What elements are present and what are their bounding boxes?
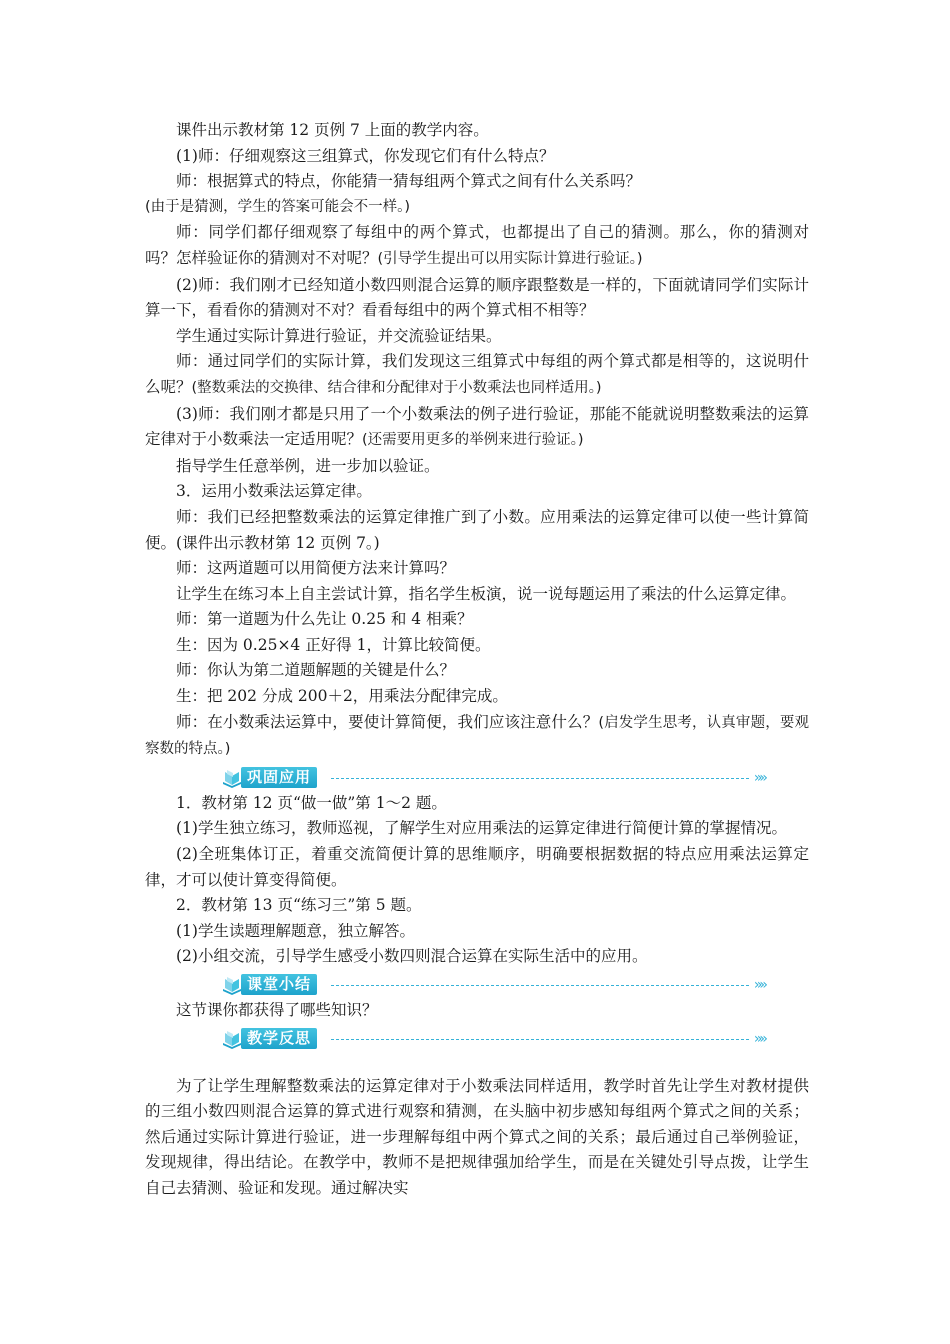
note: (由于是猜测，学生的答案可能会不一样。) bbox=[145, 198, 411, 215]
section-title: 课堂小结 bbox=[241, 974, 317, 995]
paragraph: 师：这两道题可以用简便方法来计算吗？ bbox=[176, 559, 456, 578]
book-icon bbox=[221, 975, 243, 995]
paragraph: 指导学生任意举例，进一步加以验证。 bbox=[176, 456, 440, 475]
double-chevron-right-icon: »» bbox=[753, 769, 765, 786]
paragraph: (2)全班集体订正，着重交流简便计算的思维顺序，明确要根据数据的特点应用乘法运算定律，才可以使计算变得简便。 bbox=[145, 845, 809, 889]
paragraph: (1)师：仔细观察这三组算式，你发现它们有什么特点？ bbox=[176, 146, 555, 165]
spacer bbox=[145, 1052, 809, 1074]
paragraph: (2)小组交流，引导学生感受小数四则混合运算在实际生活中的应用。 bbox=[176, 947, 648, 966]
double-chevron-right-icon: »» bbox=[753, 1030, 765, 1047]
paragraph: 这节课你都获得了哪些知识？ bbox=[176, 1001, 378, 1019]
note: (还需要用更多的举例来进行验证。) bbox=[362, 432, 584, 449]
paragraph: 生：把 202 分成 200＋2，用乘法分配律完成。 bbox=[176, 687, 508, 706]
double-chevron-right-icon: »» bbox=[753, 977, 765, 993]
paragraph: 师：第一道题为什么先让 0.25 和 4 相乘？ bbox=[176, 610, 473, 629]
paragraph: 师：你认为第二道题解题的关键是什么？ bbox=[176, 661, 456, 680]
paragraph: 师：同学们都仔细观察了每组中的两个算式，也都提出了自己的猜测。那么，你的猜测对吗？怎样验证你的猜测对不对呢？(引导学生提出可以用实际计算进行验证。) bbox=[145, 223, 809, 267]
paragraph: 让学生在练习本上自主尝试计算，指名学生板演，说一说每题运用了乘法的什么运算定律。 bbox=[176, 584, 797, 603]
book-icon bbox=[221, 1029, 243, 1049]
dashed-divider bbox=[331, 1039, 749, 1040]
paragraph: 3．运用小数乘法运算定律。 bbox=[176, 482, 372, 501]
note: (引导学生提出可以用实际计算进行验证。) bbox=[377, 250, 643, 267]
paragraph: 为了让学生理解整数乘法的运算定律对于小数乘法同样适用，教学时首先让学生对教材提供的三组小数四则混合运算的算式进行观察和猜测，在头脑中初步感知每组两个算式之间的关系；然后通过实际计算进行验证，进一步理解每组中两个算式之间的关系；最后通过自己举例验证，发现规律，得出结论。在教学中，教师不是把规律强加给学生，而是在关键处引导点拨，让学生自己去猜测、验证和发现。通过解决实 bbox=[145, 1076, 809, 1197]
paragraph: (1)学生读题理解题意，独立解答。 bbox=[176, 921, 415, 940]
paragraph: 师：根据算式的特点，你能猜一猜每组两个算式之间有什么关系吗？ bbox=[176, 172, 642, 191]
paragraph: (1)学生独立练习，教师巡视，了解学生对应用乘法的运算定律进行简便计算的掌握情况。 bbox=[176, 819, 787, 838]
paragraph: 课件出示教材第 12 页例 7 上面的教学内容。 bbox=[176, 121, 489, 139]
paragraph: (2)师：我们刚才已经知道小数四则混合运算的顺序跟整数是一样的，下面就请同学们实际计算一下，看看你的猜测对不对？看看每组中的两个算式相不相等？ bbox=[145, 275, 809, 320]
dashed-divider bbox=[331, 778, 749, 779]
lesson-page bbox=[145, 118, 809, 1202]
book-icon bbox=[221, 768, 243, 788]
section-title: 巩固应用 bbox=[241, 767, 317, 788]
note: (整数乘法的交换律、结合律和分配律对于小数乘法也同样适用。) bbox=[191, 379, 602, 396]
paragraph: 生：因为 0.25×4 正好得 1，计算比较简便。 bbox=[176, 635, 491, 654]
paragraph: 学生通过实际计算进行验证，并交流验证结果。 bbox=[176, 326, 502, 345]
paragraph: 师：在小数乘法运算中，要使计算简便，我们应该注意什么？(启发学生思考，认真审题，要观察数的特点。) bbox=[145, 712, 809, 758]
paragraph: 2．教材第 13 页“练习三”第 5 题。 bbox=[176, 896, 422, 915]
paragraph: 师：通过同学们的实际计算，我们发现这三组算式中每组的两个算式都是相等的，这说明什么呢？(整数乘法的交换律、结合律和分配律对于小数乘法也同样适用。) bbox=[145, 352, 809, 396]
section-title: 教学反思 bbox=[241, 1028, 317, 1049]
note: (启发学生思考，认真审题，要观察数的特点。) bbox=[145, 714, 809, 758]
paragraph: 1．教材第 12 页“做一做”第 1～2 题。 bbox=[176, 793, 447, 812]
paragraph: (3)师：我们刚才都是只用了一个小数乘法的例子进行验证，那能不能就说明整数乘法的运算定律对于小数乘法一定适用呢？(还需要用更多的举例来进行验证。) bbox=[145, 404, 809, 449]
dashed-divider bbox=[331, 985, 749, 986]
paragraph: 师：我们已经把整数乘法的运算定律推广到了小数。应用乘法的运算定律可以使一些计算简便。(课件出示教材第 12 页例 7。) bbox=[145, 507, 809, 552]
section-header-summary bbox=[145, 972, 809, 998]
section-header-practice bbox=[145, 765, 809, 791]
section-header-reflection bbox=[145, 1026, 809, 1052]
